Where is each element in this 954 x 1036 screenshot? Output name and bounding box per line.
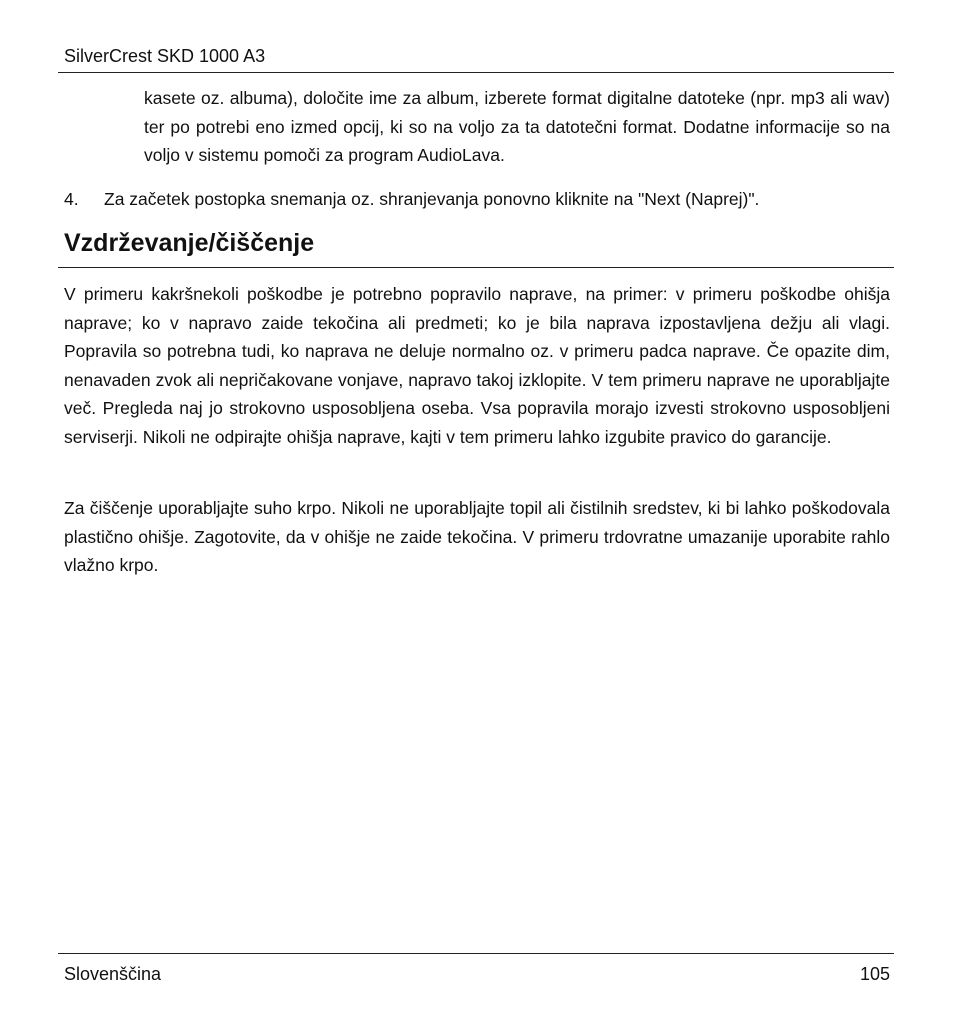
header-title: SilverCrest SKD 1000 A3 — [64, 46, 266, 66]
continued-step-text: kasete oz. albuma), določite ime za album, izberete format digitalne datoteke (npr. mp3 ali wav) ter po potrebi eno izmed opcij, ki so na voljo za ta datotečni format. Dodatne informacije so na voljo v sistemu pomoči za program AudioLava. — [144, 88, 890, 165]
numbered-step — [64, 185, 890, 213]
step-number: 4. — [64, 189, 79, 209]
footer-divider — [58, 953, 894, 954]
header-divider — [58, 72, 894, 73]
paragraph-cleaning: Za čiščenje uporabljajte suho krpo. Nikoli ne uporabljajte topil ali čistilnih sredstev, ki bi lahko poškodovala plastično ohišje. Zagotovite, da v ohišje ne zaide tekočina. V primeru trdovratne umazanije uporabite rahlo vlažno krpo. — [64, 498, 890, 575]
section-heading: Vzdrževanje/čiščenje — [64, 229, 315, 257]
footer-language: Slovenščina — [64, 964, 162, 984]
page-number: 105 — [859, 964, 890, 984]
section-divider — [58, 267, 894, 268]
paragraph-repairs: V primeru kakršnekoli poškodbe je potrebno popravilo naprave, na primer: v primeru poškodbe ohišja naprave; ko v napravo zaide tekočina ali predmeti; ko je bila naprava izpostavljena dežju ali vlagi. Popravila so potrebna tudi, ko naprava ne deluje normalno oz. v primeru padca naprave. Če opazite dim, nenavaden zvok ali nepričakovane vonjave, napravo takoj izklopite. V tem primeru naprave ne uporabljajte več. Pregleda naj jo strokovno usposobljena oseba. Vsa popravila morajo izvesti strokovno usposobljeni serviserji. Nikoli ne odpirajte ohišja naprave, kajti v tem primeru lahko izgubite pravico do garancije. — [64, 284, 890, 447]
step-text: Za začetek postopka snemanja oz. shranjevanja ponovno kliknite na "Next (Naprej)". — [104, 189, 760, 209]
